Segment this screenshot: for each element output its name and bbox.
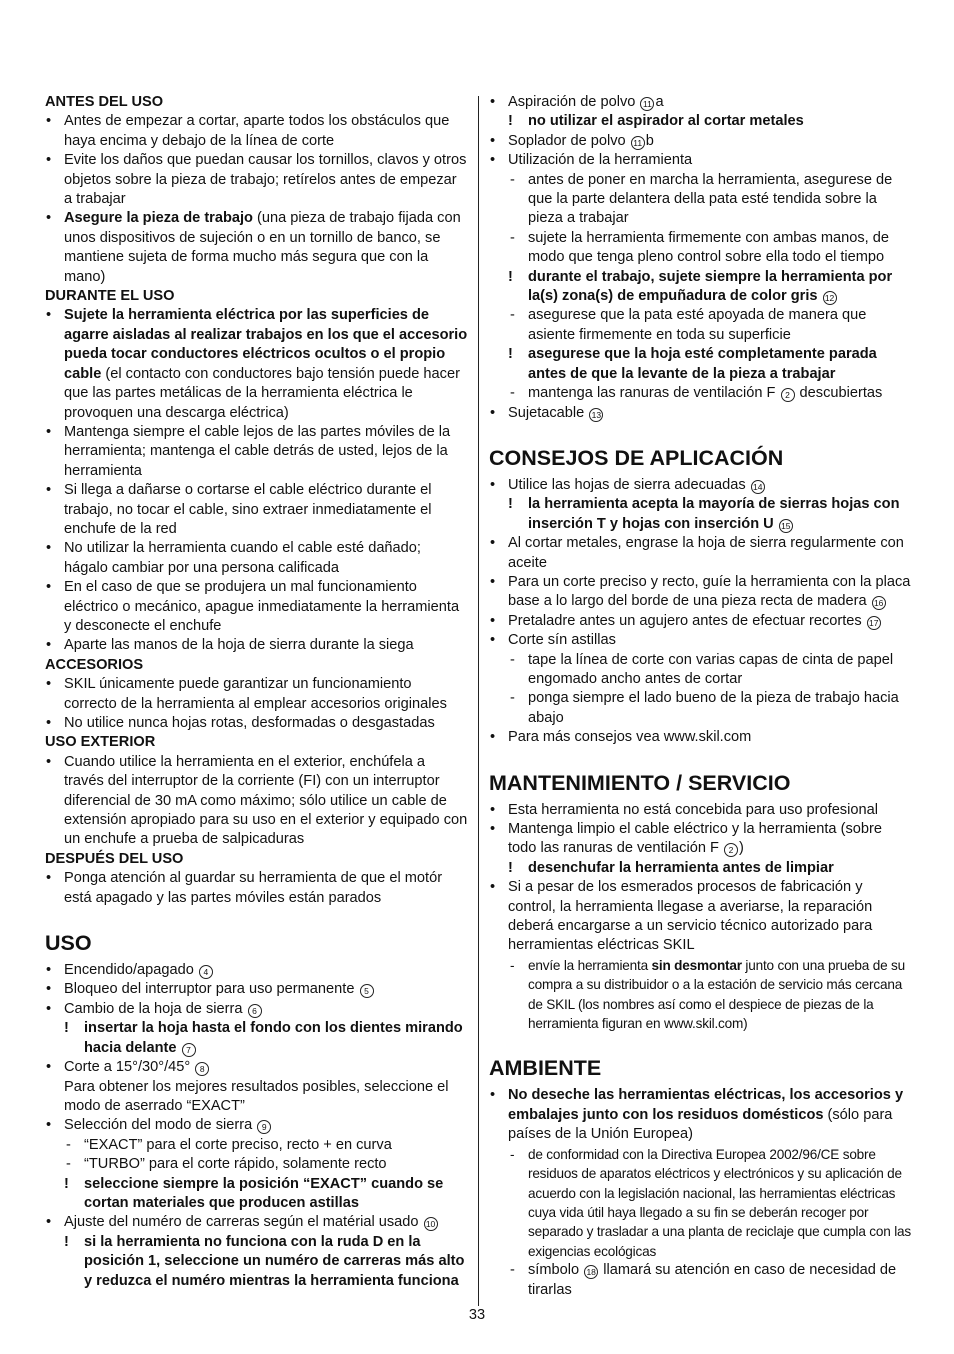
list-item: • Al cortar metales, engrase la hoja de sierra regularmente con aceite: [489, 534, 914, 573]
text: insertar la hoja hasta el fondo con los dientes mirando hacia delante: [84, 1020, 463, 1056]
text: Pretaladre antes un agujero antes de efectuar recortes: [508, 612, 862, 629]
text: mantenga las ranuras de ventilación F: [528, 385, 776, 402]
text: Cambio de la hoja de sierra: [64, 1000, 243, 1017]
list-item: • Si a pesar de los esmerados procesos de fabricación y control, la herramienta llegase a averiarse, la reparación deberá encargarse a un servicio técnico autorizado para herramientas eléctricas SKIL: [489, 878, 914, 956]
reference-number-icon: 5: [360, 984, 374, 998]
dash-item: [489, 956, 914, 1034]
list-item: • En el caso de que se produjera un mal funcionamiento eléctrico o mecánico, apague inmediatamente la herramienta y desconecte el enchufe: [45, 578, 468, 636]
list-item: [45, 1213, 468, 1232]
text: Soplador de polvo: [508, 132, 626, 149]
warning-item: [45, 1019, 468, 1058]
list-item: • Si llega a dañarse o cortarse el cable eléctrico durante el trabajo, no tocar el cable, sino extraer inmediatamente el enchufe de la red: [45, 481, 468, 539]
list-item: • Para más consejos vea www.skil.com: [489, 728, 914, 747]
text: Mantenga limpio el cable eléctrico y la herramienta (sobre todo las ranuras de ventilación F: [508, 821, 882, 857]
list-item: • Ponga atención al guardar su herramienta de que el motór está apagado y las partes móviles están parados: [45, 869, 468, 908]
list-item: [45, 1116, 468, 1135]
text: durante el trabajo, sujete siempre la herramienta por la(s) zona(s) de empuñadura de color gris: [528, 268, 893, 305]
list-item: [489, 612, 914, 631]
list-item: • Mantenga siempre el cable lejos de las partes móviles de la herramienta; mantenga el cable detrás de usted, lejos de la herramienta: [45, 423, 468, 481]
text: Bloqueo del interruptor para uso permanente: [64, 981, 355, 998]
reference-number-icon: 9: [257, 1120, 271, 1134]
text: envíe la herramienta: [528, 957, 652, 973]
dash-item: - de conformidad con la Directiva Europea 2002/96/CE sobre residuos de aparatos eléctricos y electrónicos y su aplicación de acuerdo con la legislación nacional, las herramientas eléctricas cuya vida útil haya llegado a su fin se deberán recoger por separado y trasladar a una planta de reciclaje que cumpla con las exigencias ecológicas: [489, 1145, 914, 1261]
text: (una pieza de trabajo fijada con unos dispositivos de sujeción o en un tornillo de banco, se mantiene sujeta de forma mucho más segura que con la mano): [64, 210, 461, 285]
list-item: • Antes de empezar a cortar, aparte todos los obstáculos que haya encima y debajo de la línea de corte: [45, 112, 468, 151]
dash-item: - sujete la herramienta firmemente con ambas manos, de modo que tenga pleno control sobre ella todo el tiempo: [489, 229, 914, 268]
warning-item: ! si la herramienta no funciona con la ruda D en la posición 1, seleccione un numéro de carreras más alto y reduzca el numéro mientras la herramienta funciona: [45, 1233, 468, 1291]
text: descubiertas: [795, 385, 883, 402]
text: b: [645, 132, 654, 149]
list-item: • Cuando utilice la herramienta en el exterior, enchúfela a través del interruptor de la corriente (FI) con un interruptor diferencial de 30 mA como máximo; sólo utilice un cable de extensión apropiado para su uso en el exterior y equipado con un enchufe a prueba de salpicaduras: [45, 753, 468, 850]
text: a: [655, 94, 664, 110]
text: Corte a 15°/30°/45°: [64, 1059, 191, 1076]
reference-number-icon: 2: [724, 843, 738, 857]
bold-text: sin desmontar: [651, 957, 742, 973]
list-item: [489, 404, 914, 423]
text: (el contacto con conductores bajo tensión puede hacer que las partes metálicas de la herramienta eléctrica le provoquen una descarga eléctrica): [64, 365, 460, 421]
dash-item: - asegurese que la pata esté apoyada de manera que asiente firmemente en toda su superficie: [489, 306, 914, 345]
heading-uso: USO: [45, 931, 92, 956]
list-item: • Esta herramienta no está concebida para uso profesional: [489, 801, 914, 820]
reference-number-icon: 14: [751, 480, 765, 494]
reference-number-icon: 16: [872, 596, 886, 610]
reference-number-icon: 10: [424, 1217, 438, 1231]
reference-number-icon: 13: [589, 408, 603, 422]
reference-number-icon: 15: [779, 519, 793, 533]
text: símbolo: [528, 1262, 580, 1279]
reference-number-icon: 17: [867, 616, 881, 630]
section-heading-antes: ANTES DEL USO: [45, 94, 164, 110]
warning-item: ! no utilizar el aspirador al cortar metales: [489, 112, 914, 131]
reference-number-icon: 18: [584, 1265, 598, 1279]
section-heading-durante: DURANTE EL USO: [45, 288, 175, 305]
warning-item: ! desenchufar la herramienta antes de limpiar: [489, 859, 914, 878]
list-item: • SKIL únicamente puede garantizar un funcionamiento correcto de la herramienta al emplear accesorios originales: [45, 675, 468, 714]
list-item: • No utilizar la herramienta cuando el cable esté dañado; hágalo cambiar por una persona calificada: [45, 539, 468, 578]
text: Selección del modo de sierra: [64, 1117, 253, 1134]
reference-number-icon: 2: [781, 388, 795, 402]
column-divider: [478, 96, 479, 1306]
list-item: [489, 132, 914, 151]
text: Encendido/apagado: [64, 962, 194, 979]
list-item: [489, 93, 914, 112]
bold-text: No deseche las herramientas eléctricas, los accesorios y embalajes junto con los residuos domésticos: [508, 1087, 904, 1123]
list-item: • Aparte las manos de la hoja de sierra durante la siega: [45, 636, 468, 655]
reference-number-icon: 11: [640, 97, 654, 111]
list-item: [45, 980, 468, 999]
heading-mantenimiento: MANTENIMIENTO / SERVICIO: [489, 770, 791, 795]
reference-number-icon: 12: [823, 291, 837, 305]
list-item: • No utilice nunca hojas rotas, desformadas o desgastadas: [45, 714, 468, 733]
text: llamará su atención en caso de necesidad de tirarlas: [528, 1262, 897, 1298]
reference-number-icon: 11: [631, 136, 645, 150]
list-item: [489, 820, 914, 859]
reference-number-icon: 8: [195, 1062, 209, 1076]
list-item: [489, 1086, 914, 1144]
text: la herramienta acepta la mayoría de sierras hojas con inserción T y hojas con inserción U: [528, 496, 900, 532]
dash-item: - “EXACT” para el corte preciso, recto + en curva: [45, 1136, 468, 1155]
dash-item: [489, 384, 914, 403]
dash-item: - “TURBO” para el corte rápido, solamente recto: [45, 1155, 468, 1174]
list-item: [45, 306, 468, 422]
text: Utilice las hojas de sierra adecuadas: [508, 476, 746, 493]
list-item: [45, 1000, 468, 1019]
section-heading-despues: DESPUÉS DEL USO: [45, 850, 184, 867]
list-item: [45, 961, 468, 980]
reference-number-icon: 4: [199, 965, 213, 979]
warning-item: [489, 495, 914, 534]
list-item: [489, 573, 914, 612]
note-text: Para obtener los mejores resultados posibles, seleccione el modo de aserrado “EXACT”: [64, 1078, 449, 1114]
list-item: [45, 1058, 468, 1077]
bold-text: Sujete la herramienta eléctrica por las superficies de agarre aisladas al realizar trabajos en los que el accesorio pueda tocar conductores eléctricos ocultos o el propio cable: [64, 307, 468, 382]
list-item: [45, 209, 468, 287]
text: Ajuste del numéro de carreras según el matérial usado: [64, 1214, 419, 1231]
list-item: [489, 476, 914, 495]
dash-item: - tape la línea de corte con varias capas de cinta de papel engomado ancho antes de cortar: [489, 651, 914, 690]
text: junto con una prueba de su compra a su distribuidor o a la estación de servicio más cercana de SKIL (los nombres así como el despiece de piezas de la herramienta figuran en www.skil.com): [528, 957, 905, 1032]
reference-number-icon: 6: [248, 1004, 262, 1018]
section-heading-exterior: USO EXTERIOR: [45, 734, 156, 751]
warning-item: ! seleccione siempre la posición “EXACT” cuando se cortan materiales que producen astillas: [45, 1175, 468, 1214]
text: ): [738, 840, 744, 857]
section-heading-accesorios: ACCESORIOS: [45, 656, 144, 673]
dash-item: - ponga siempre el lado bueno de la pieza de trabajo hacia abajo: [489, 689, 914, 728]
warning-item: ! asegurese que la hoja esté completamente parada antes de que la levante de la pieza a trabajar: [489, 345, 914, 384]
list-item: • Evite los daños que puedan causar los tornillos, clavos y otros objetos sobre la pieza de trabajo; retírelos antes de empezar a trabajar: [45, 151, 468, 209]
right-column: [489, 93, 914, 1300]
page-number: 33: [468, 1307, 486, 1323]
left-column: [45, 93, 468, 1291]
heading-ambiente: AMBIENTE: [489, 1056, 602, 1081]
list-item: • Corte sín astillas: [489, 631, 914, 650]
bold-text: Asegure la pieza de trabajo: [64, 210, 253, 227]
warning-item: [489, 268, 914, 307]
dash-item: - antes de poner en marcha la herramienta, asegurese de que la parte delantera della pata esté tendida sobre la pieza a trabajar: [489, 171, 914, 229]
heading-consejos: CONSEJOS DE APLICACIÓN: [489, 445, 784, 470]
text: Para un corte preciso y recto, guíe la herramienta con la placa base a lo largo del borde de una pieza recta de madera: [508, 573, 911, 610]
reference-number-icon: 7: [182, 1043, 196, 1057]
dash-item: [489, 1261, 914, 1300]
text: Aspiración de polvo: [508, 94, 636, 110]
list-item: • Utilización de la herramienta: [489, 151, 914, 170]
text: Sujetacable: [508, 404, 585, 421]
text: (sólo para países de la Unión Europea): [508, 1106, 893, 1143]
